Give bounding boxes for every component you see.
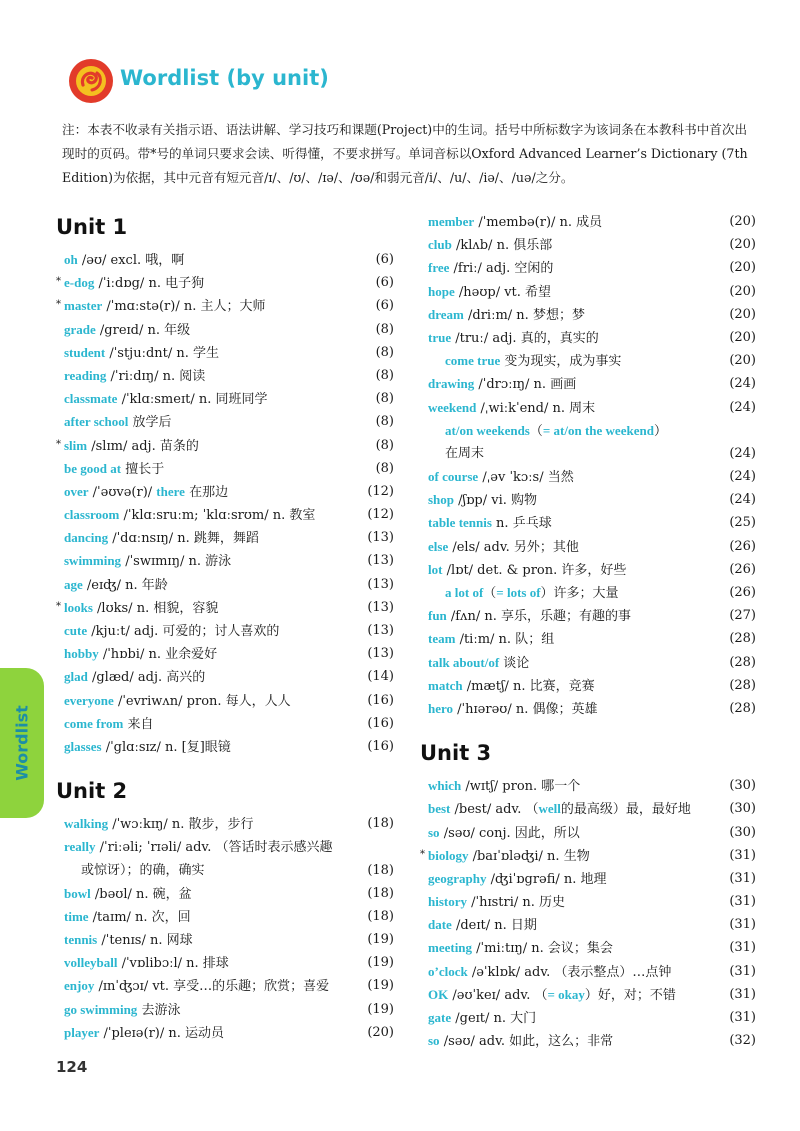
entry-definition: /əˈklɒk/ adv. （表示整点）…点钟 xyxy=(467,964,672,980)
entry-definition: /ˈtenɪs/ n. 网球 xyxy=(97,933,193,949)
entry-definition-tail: ） xyxy=(653,423,667,439)
entry-word: OK xyxy=(428,986,449,1002)
entry-word: member xyxy=(428,214,475,229)
entry-page-ref: (24) xyxy=(729,469,756,485)
entry-definition-tail: 的最高级）最，最好地 xyxy=(560,802,691,818)
unit-heading: Unit 2 xyxy=(56,779,128,804)
entry-definition: /ɪnˈʤɔɪ/ vt. 享受…的乐趣；欣赏；喜爱 xyxy=(94,979,330,995)
entry-page-ref: (27) xyxy=(729,608,756,624)
entry-page-ref: (31) xyxy=(729,986,756,1002)
entry-word: walking xyxy=(64,816,109,832)
entry-page-ref: (19) xyxy=(367,1001,394,1017)
entry-page-ref: (8) xyxy=(375,437,394,453)
entry-definition: /best/ adv. （ xyxy=(450,802,539,818)
entry-definition: /slɪm/ adj. 苗条的 xyxy=(87,438,199,454)
entry-word: player xyxy=(64,1024,100,1040)
wordlist-entry xyxy=(56,549,394,572)
entry-definition: /greɪd/ n. 年级 xyxy=(95,322,191,338)
entry-word: be good at xyxy=(64,460,122,476)
entry-word: classmate xyxy=(64,391,118,407)
entry-star-mark: * xyxy=(56,299,61,311)
entry-definition: /ˈdɑːnsɪŋ/ n. 跳舞，舞蹈 xyxy=(108,531,259,547)
entry-word: slim xyxy=(64,437,88,453)
entry-definition: /driːm/ n. 梦想；梦 xyxy=(463,307,585,323)
entry-word: grade xyxy=(64,321,96,337)
entry-page-ref: (8) xyxy=(375,414,394,430)
wordlist-entry xyxy=(56,835,394,858)
entry-page-ref: (6) xyxy=(375,252,394,267)
entry-page-ref: (13) xyxy=(367,530,394,546)
side-tab-label: Wordlist xyxy=(12,705,32,781)
entry-page-ref: (25) xyxy=(729,515,756,531)
wordlist-logo-icon xyxy=(68,58,114,104)
wordlist-entry xyxy=(420,511,756,534)
entry-page-ref: (20) xyxy=(729,353,756,369)
entry-star-mark: * xyxy=(56,276,61,288)
entry-word: classroom xyxy=(64,507,120,523)
entry-definition: /ˈpleɪə(r)/ n. 运动员 xyxy=(99,1025,225,1041)
entry-word: hobby xyxy=(64,646,99,662)
entry-page-ref: (31) xyxy=(729,963,756,979)
wordlist-entry xyxy=(56,387,394,410)
entry-definition: /geɪt/ n. 大门 xyxy=(451,1011,537,1026)
entry-word: come from xyxy=(64,715,124,731)
entry-word: glasses xyxy=(64,738,102,754)
entry-word: glad xyxy=(64,669,88,685)
entry-word: o’clock xyxy=(428,963,468,979)
wordlist-entry xyxy=(420,303,756,326)
wordlist-entry xyxy=(56,998,394,1021)
entry-star-mark: * xyxy=(420,848,425,860)
entry-word: true xyxy=(428,329,452,345)
entry-word-alt: = at/on the weekend xyxy=(542,422,654,438)
wordlist-entry xyxy=(56,294,394,317)
entry-definition: /ˈwɔːkɪŋ/ n. 散步，步行 xyxy=(108,817,254,833)
wordlist-entry xyxy=(56,410,394,433)
wordlist-entry xyxy=(56,457,394,480)
entry-definition: /ˈdrɔːɪŋ/ n. 画画 xyxy=(474,377,577,393)
wordlist-side-tab[interactable] xyxy=(0,668,44,818)
wordlist-entry xyxy=(420,442,756,465)
entry-word: a lot of xyxy=(445,585,484,600)
wordlist-entry xyxy=(420,280,756,303)
wordlist-entry xyxy=(420,488,756,511)
wordlist-entry xyxy=(56,905,394,928)
entry-word: free xyxy=(428,260,450,276)
entry-page-ref: (12) xyxy=(367,483,394,499)
wordlist-entry xyxy=(56,480,394,503)
note-paragraph: 注：本表不收录有关指示语、语法讲解、学习技巧和课题(Project)中的生词。括号中所标数字为该词条在本教科书中首次出现时的页码。带*号的单词只要求会读、听得懂，不要求拼写。单词音标以Oxford Advanced Learner’s Dictionary (7th Edition)为依据，其中元音有短元音/ɪ/、/ʊ/、/ɪə/、/ʊə/和弱元音/i/、/u/、/iə/、/uə/之分。 xyxy=(62,122,748,185)
entry-page-ref: (13) xyxy=(367,599,394,615)
entry-page-ref: (26) xyxy=(729,538,756,554)
entry-page-ref: (18) xyxy=(367,862,394,878)
entry-star-mark: * xyxy=(56,438,61,450)
entry-page-ref: (26) xyxy=(729,585,756,600)
wordlist-entry xyxy=(56,271,394,294)
entry-definition: /ˈriːdɪŋ/ n. 阅读 xyxy=(106,368,206,384)
wordlist-entry xyxy=(420,960,756,983)
right-column xyxy=(420,210,756,1052)
entry-definition: /ˌwiːkˈend/ n. 周末 xyxy=(476,400,596,416)
entry-definition: /ˈevriwʌn/ pron. 每人，人人 xyxy=(113,693,291,709)
entry-definition: /həʊp/ vt. 希望 xyxy=(454,284,552,300)
wordlist-entry xyxy=(420,774,756,797)
entry-page-ref: (24) xyxy=(729,445,756,461)
entry-definition: /ʤiˈɒgrəfi/ n. 地理 xyxy=(486,871,607,887)
entry-word: go swimming xyxy=(64,1001,138,1017)
wordlist-entry xyxy=(420,697,756,720)
entry-definition: /els/ adv. 另外；其他 xyxy=(448,539,579,555)
entry-word: match xyxy=(428,677,463,693)
entry-definition-tail: 在那边 xyxy=(184,484,229,500)
entry-definition: /ˈəʊvə(r)/ xyxy=(88,484,157,500)
entry-definition: /ˈriːəli; ˈrɪəli/ adv. （答话时表示感兴趣 xyxy=(95,840,333,856)
entry-definition: /əʊˈkeɪ/ adv. （ xyxy=(448,987,548,1003)
entry-page-ref: (8) xyxy=(375,321,394,337)
wordlist-entry xyxy=(420,797,756,820)
entry-definition: 去游泳 xyxy=(137,1002,181,1018)
entry-word: student xyxy=(64,344,106,360)
entry-page-ref: (26) xyxy=(729,561,756,577)
entry-definition: /ˈhɪərəʊ/ n. 偶像；英雄 xyxy=(453,701,598,717)
entry-word: reading xyxy=(64,367,107,383)
entry-word: shop xyxy=(428,492,455,508)
wordlist-entry xyxy=(56,573,394,596)
page-title: Wordlist (by unit) xyxy=(120,66,329,90)
entry-page-ref: (31) xyxy=(729,1010,756,1025)
wordlist-entry xyxy=(420,419,756,442)
wordlist-entry xyxy=(56,526,394,549)
entry-page-ref: (6) xyxy=(375,298,394,314)
entry-word: date xyxy=(428,917,452,933)
wordlist-entry xyxy=(56,812,394,835)
wordlist-entry xyxy=(420,627,756,650)
entry-definition: 擅长于 xyxy=(121,461,165,477)
entry-page-ref: (31) xyxy=(729,917,756,933)
wordlist-entry xyxy=(56,642,394,665)
entry-word: which xyxy=(428,778,462,794)
entry-word: come true xyxy=(445,353,501,369)
entry-page-ref: (12) xyxy=(367,507,394,523)
wordlist-entry xyxy=(420,821,756,844)
entry-page-ref: (20) xyxy=(729,214,756,229)
entry-word-alt: = lots of xyxy=(496,585,541,600)
entry-word: time xyxy=(64,908,89,924)
wordlist-entry xyxy=(420,1029,756,1052)
wordlist-entry xyxy=(420,890,756,913)
entry-word: master xyxy=(64,298,103,314)
entry-definition: /glæd/ adj. 高兴的 xyxy=(87,670,206,686)
entry-page-ref: (18) xyxy=(367,885,394,901)
entry-page-ref: (20) xyxy=(367,1024,394,1040)
entry-word: so xyxy=(428,1033,440,1049)
entry-page-ref: (13) xyxy=(367,646,394,662)
wordlist-entry xyxy=(420,604,756,627)
entry-word-alt: there xyxy=(156,483,185,499)
wordlist-entry xyxy=(420,674,756,697)
entry-word: meeting xyxy=(428,940,473,956)
entry-definition: 来自 xyxy=(123,716,154,732)
entry-page-ref: (24) xyxy=(729,492,756,508)
wordlist-entry xyxy=(56,689,394,712)
wordlist-entry xyxy=(56,596,394,619)
wordlist-entry xyxy=(56,882,394,905)
entry-definition: 变为现实，成为事实 xyxy=(500,354,622,370)
entry-word: of course xyxy=(428,469,479,485)
entry-definition: /eɪʤ/ n. 年龄 xyxy=(82,577,168,593)
entry-word: age xyxy=(64,576,83,592)
unit-heading: Unit 3 xyxy=(420,741,492,766)
entry-star-mark: * xyxy=(56,600,61,612)
entry-page-ref: (19) xyxy=(367,955,394,971)
wordlist-entry xyxy=(420,210,756,233)
entry-word: e-dog xyxy=(64,275,95,291)
entry-definition: /taɪm/ n. 次，回 xyxy=(88,909,191,925)
entry-definition: /ˈswɪmɪŋ/ n. 游泳 xyxy=(121,554,232,570)
entry-definition: /ʃɒp/ vi. 购物 xyxy=(454,493,537,509)
entry-word-alt: = okay xyxy=(547,986,585,1002)
wordlist-entry xyxy=(420,581,756,604)
entry-page-ref: (8) xyxy=(375,460,394,476)
wordlist-entry xyxy=(420,465,756,488)
entry-word: weekend xyxy=(428,399,477,415)
entry-definition: /deɪt/ n. 日期 xyxy=(451,918,537,934)
entry-page-ref: (16) xyxy=(367,692,394,708)
entry-page-ref: (16) xyxy=(367,715,394,731)
entry-definition: /baɪˈɒləʤi/ n. 生物 xyxy=(468,848,590,864)
wordlist-entry xyxy=(56,712,394,735)
entry-page-ref: (19) xyxy=(367,932,394,948)
wordlist-entry xyxy=(56,364,394,387)
wordlist-entry xyxy=(56,928,394,951)
entry-definition: 放学后 xyxy=(128,415,172,431)
entry-page-ref: (13) xyxy=(367,623,394,638)
entry-word: at/on weekends xyxy=(445,422,530,438)
entry-word: biology xyxy=(428,847,469,863)
wordlist-entry xyxy=(420,233,756,256)
wordlist-entry xyxy=(420,913,756,936)
entry-word: geography xyxy=(428,870,487,886)
entry-definition: /ˈvɒlibɔːl/ n. 排球 xyxy=(117,956,229,972)
entry-definition: /fʌn/ n. 享乐，乐趣；有趣的事 xyxy=(446,609,631,625)
entry-page-ref: (18) xyxy=(367,816,394,832)
entry-word: swimming xyxy=(64,553,122,569)
wordlist-entry xyxy=(56,503,394,526)
entry-definition: /klʌb/ n. 俱乐部 xyxy=(451,238,553,254)
wordlist-entry xyxy=(420,372,756,395)
wordlist-entry xyxy=(56,434,394,457)
wordlist-entry xyxy=(56,735,394,758)
entry-page-ref: (31) xyxy=(729,847,756,863)
wordlist-entry xyxy=(420,844,756,867)
entry-definition: /ˈstjuːdnt/ n. 学生 xyxy=(105,345,220,361)
entry-page-ref: (16) xyxy=(367,738,394,754)
entry-page-ref: (18) xyxy=(367,908,394,924)
entry-word: table tennis xyxy=(428,515,492,531)
page-number: 124 xyxy=(56,1058,88,1076)
wordlist-entry xyxy=(420,256,756,279)
entry-page-ref: (31) xyxy=(729,940,756,956)
entry-definition: /səʊ/ adv. 如此，这么；非常 xyxy=(439,1034,614,1050)
entry-page-ref: (20) xyxy=(729,237,756,253)
entry-word: club xyxy=(428,237,452,253)
entry-page-ref: (28) xyxy=(729,654,756,670)
entry-word: team xyxy=(428,631,456,647)
entry-definition: /mætʃ/ n. 比赛，竞赛 xyxy=(462,678,595,694)
entry-page-ref: (8) xyxy=(375,344,394,360)
entry-definition: （ xyxy=(483,586,497,601)
entry-word: gate xyxy=(428,1010,452,1025)
entry-page-ref: (32) xyxy=(729,1033,756,1049)
entry-definition: n. 乒乓球 xyxy=(491,516,552,532)
entry-definition: /friː/ adj. 空闲的 xyxy=(449,261,554,277)
entry-definition: /tiːm/ n. 队；组 xyxy=(455,632,555,648)
entry-word: else xyxy=(428,538,449,554)
entry-word: hope xyxy=(428,283,455,299)
entry-definition: 或惊讶）；的确，确实 xyxy=(81,862,205,878)
entry-word: cute xyxy=(64,623,88,638)
entry-word: history xyxy=(428,894,467,910)
entry-definition: /ˈiːdɒg/ n. 电子狗 xyxy=(94,276,205,292)
entry-word: tennis xyxy=(64,932,98,948)
entry-page-ref: (28) xyxy=(729,700,756,716)
entry-page-ref: (19) xyxy=(367,978,394,994)
entry-page-ref: (28) xyxy=(729,677,756,693)
wordlist-entry xyxy=(56,859,394,882)
entry-word: talk about/of xyxy=(428,654,500,670)
entry-definition: /ˈhɪstri/ n. 历史 xyxy=(467,895,566,911)
entry-definition: 在周末 xyxy=(445,445,485,461)
entry-word: volleyball xyxy=(64,955,118,971)
entry-definition: /lʊks/ n. 相貌，容貌 xyxy=(92,600,219,616)
entry-page-ref: (20) xyxy=(729,329,756,345)
entry-word: enjoy xyxy=(64,978,95,994)
entry-definition: /ˈklɑːsruːm; ˈklɑːsrʊm/ n. 教室 xyxy=(119,508,316,524)
wordlist-entry xyxy=(420,396,756,419)
entry-page-ref: (20) xyxy=(729,306,756,322)
entry-definition: /wɪtʃ/ pron. 哪一个 xyxy=(461,779,581,795)
entry-definition: /səʊ/ conj. 因此，所以 xyxy=(439,825,580,841)
entry-page-ref: (8) xyxy=(375,367,394,383)
wordlist-entry xyxy=(56,951,394,974)
entry-definition-tail: ）好，对；不错 xyxy=(584,987,676,1003)
entry-word: dream xyxy=(428,306,464,322)
entry-page-ref: (31) xyxy=(729,894,756,910)
entry-definition: （ xyxy=(529,423,543,439)
entry-definition: /bəʊl/ n. 碗，盆 xyxy=(90,886,192,902)
entry-word-alt: well xyxy=(538,801,561,817)
entry-word: everyone xyxy=(64,692,114,708)
entry-page-ref: (31) xyxy=(729,870,756,886)
entry-definition: /əʊ/ excl. 哦，啊 xyxy=(77,253,185,268)
entry-definition: 谈论 xyxy=(499,655,530,671)
entry-definition: /truː/ adj. 真的，真实的 xyxy=(451,330,599,346)
wordlist-entry xyxy=(420,535,756,558)
entry-page-ref: (30) xyxy=(729,824,756,840)
entry-page-ref: (13) xyxy=(367,553,394,569)
entry-definition: /ˈmɑːstə(r)/ n. 主人；大师 xyxy=(102,299,266,315)
wordlist-entry xyxy=(420,651,756,674)
wordlist-entry xyxy=(420,558,756,581)
entry-page-ref: (8) xyxy=(375,391,394,407)
entry-word: fun xyxy=(428,608,447,624)
entry-word: oh xyxy=(64,252,78,267)
wordlist-entry xyxy=(56,665,394,688)
entry-word: best xyxy=(428,801,451,817)
wordlist-entry xyxy=(56,248,394,271)
entry-page-ref: (20) xyxy=(729,283,756,299)
entry-word: hero xyxy=(428,700,454,716)
entry-definition: /ˈmembə(r)/ n. 成员 xyxy=(474,215,603,230)
entry-definition: /ˈglɑːsɪz/ n. [复]眼镜 xyxy=(101,739,231,755)
wordlist-entry xyxy=(56,341,394,364)
entry-page-ref: (13) xyxy=(367,576,394,592)
entry-definition: /kjuːt/ adj. 可爱的；讨人喜欢的 xyxy=(87,624,280,639)
wordlist-entry xyxy=(56,318,394,341)
entry-definition: /ˈhɒbi/ n. 业余爱好 xyxy=(98,647,218,663)
entry-definition: /ˈmiːtɪŋ/ n. 会议；集会 xyxy=(472,941,613,957)
entry-definition-tail: ）许多；大量 xyxy=(540,586,619,601)
entry-page-ref: (30) xyxy=(729,778,756,794)
entry-page-ref: (24) xyxy=(729,399,756,415)
entry-page-ref: (30) xyxy=(729,801,756,817)
entry-definition: /ˈklɑːsmeɪt/ n. 同班同学 xyxy=(117,392,268,408)
entry-word: over xyxy=(64,483,89,499)
entry-word: so xyxy=(428,824,440,840)
wordlist-entry xyxy=(420,867,756,890)
wordlist-entry xyxy=(56,974,394,997)
wordlist-entry xyxy=(56,619,394,642)
wordlist-entry xyxy=(56,1021,394,1044)
wordlist-entry xyxy=(420,326,756,349)
wordlist-entry xyxy=(420,349,756,372)
wordlist-entry xyxy=(420,1006,756,1029)
entry-page-ref: (6) xyxy=(375,275,394,291)
entry-page-ref: (14) xyxy=(367,669,394,685)
left-column xyxy=(56,210,394,1044)
wordlist-entry xyxy=(420,983,756,1006)
entry-definition: /lɒt/ det. & pron. 许多，好些 xyxy=(442,562,627,578)
entry-definition: /ˌəv ˈkɔːs/ 当然 xyxy=(478,470,574,486)
entry-word: looks xyxy=(64,599,93,615)
entry-page-ref: (20) xyxy=(729,260,756,276)
entry-word: really xyxy=(64,839,96,855)
entry-word: drawing xyxy=(428,376,475,392)
entry-page-ref: (28) xyxy=(729,631,756,647)
wordlist-entry xyxy=(420,936,756,959)
entry-word: dancing xyxy=(64,530,109,546)
entry-page-ref: (24) xyxy=(729,376,756,392)
entry-word: after school xyxy=(64,414,129,430)
entry-word: lot xyxy=(428,561,443,577)
entry-word: bowl xyxy=(64,885,91,901)
unit-heading: Unit 1 xyxy=(56,215,128,239)
